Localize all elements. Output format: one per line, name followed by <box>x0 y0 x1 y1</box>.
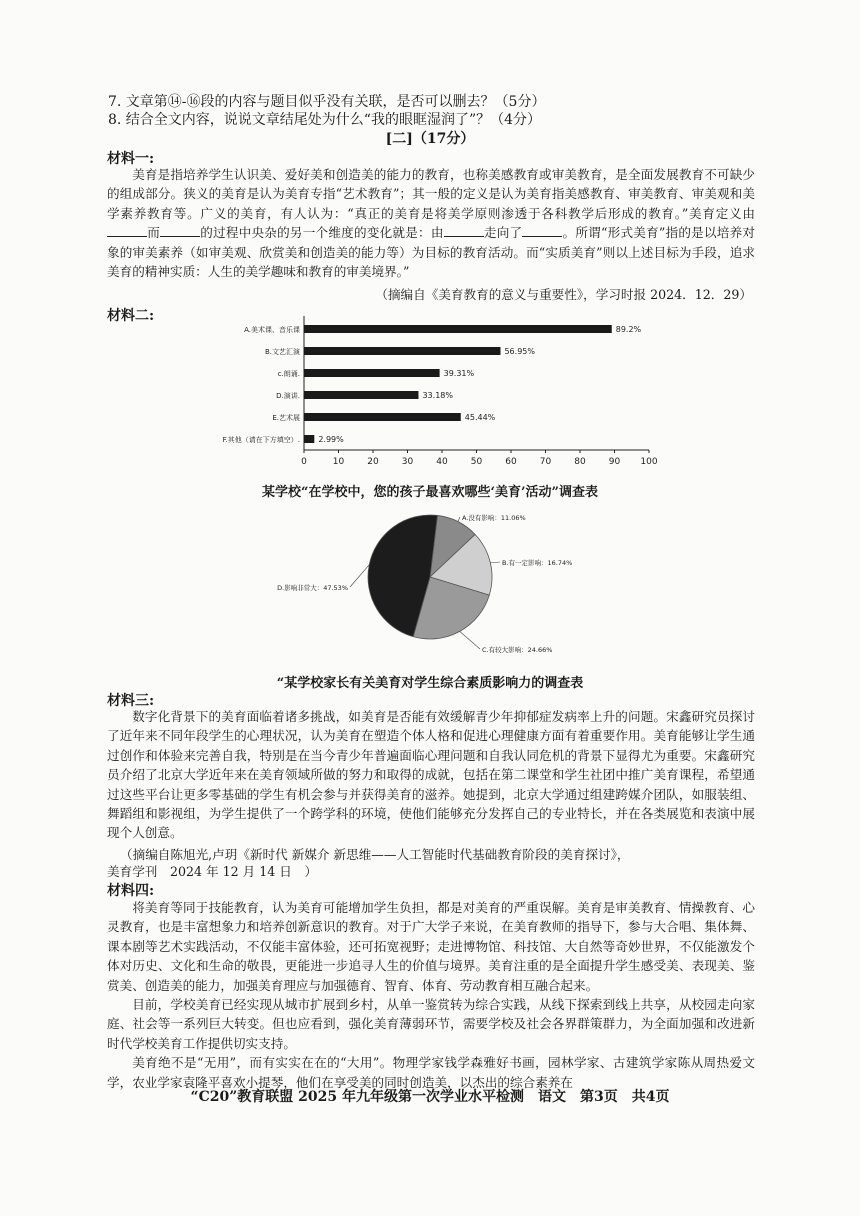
material4-text <box>107 898 755 1092</box>
pie-leader-line <box>458 517 460 522</box>
question-8: 8. 结合全文内容，说说文章结尾处为什么“我的眼眶湿润了”？（4分） <box>108 112 542 128</box>
material3-label: 材料三: <box>107 693 155 709</box>
bar-value-label: 33.18% <box>422 391 453 400</box>
bar-category-label: c.朗诵. <box>277 370 300 378</box>
x-tick-label: 30 <box>401 457 414 467</box>
answer-blank-4[interactable] <box>522 236 562 237</box>
answer-blank-2[interactable] <box>160 236 200 237</box>
material4-paragraph-2: 目前，学校美育已经实现从城市扩展到乡村，从单一鉴赏转为综合实践，从线下探索到线上共享，从校园走向家庭、社会等一系列巨大转变。但也应看到，强化美育薄弱环节，需要学校及社会各界群策群力，为全面加强和改进新时代学校美育工作提供切实支持。 <box>107 997 755 1051</box>
pie-slice-label: D.影响非常大：47.53% <box>277 584 348 592</box>
bar <box>304 391 418 399</box>
bar-category-label: E.艺术展 <box>272 414 300 422</box>
pie-slice-label: B.有一定影响：16.74% <box>502 559 573 567</box>
pie-slice-label: A.没有影响：11.06% <box>462 514 526 522</box>
material1-text: 美育是指培养学生认识美、爱好美和创造美的能力的教育，也称美感教育或审美教育，是全面发展教育不可缺少的组成部分。狭义的美育是认为美育专指“艺术教育”；其一般的定义是认为美育指美感教育、审美教育、审美观和美学素养教育等。广义的美育，有人认为：“真正的美育是将美学原则渗透于各科教学后形成的教育。”美育定义由而 的过程中央杂的另一个维度的变化就是：由 走向了 。所谓“形式美育”指的是以培养对象的审美素养（如审美观、欣赏美和创造美的能力等）为目标的教育活动。而“实质美育”则以上述目标为手段，追求美育的精神实质：人生的美学趣味和教育的审美境界。” <box>107 167 755 280</box>
bar-value-label: 45.44% <box>464 413 496 422</box>
x-tick-label: 70 <box>539 457 552 467</box>
material2-label: 材料二: <box>107 308 155 324</box>
material1-label: 材料一: <box>107 151 155 167</box>
bar-chart-caption: 某学校“在学校中，您的孩子最喜欢哪些‘美育’活动”调查表 <box>261 485 598 500</box>
bar-category-label: D.演讲. <box>276 392 300 400</box>
x-tick-label: 50 <box>470 457 483 467</box>
x-tick-label: 10 <box>332 457 345 467</box>
page-footer: “C20”教育联盟 2025 年九年级第一次学业水平检测 语文 第3页 共4页 <box>190 1089 670 1105</box>
x-tick-label: 20 <box>367 457 379 467</box>
bar-category-label: F.其他（请在下方填空）. <box>222 436 300 444</box>
x-tick-label: 90 <box>608 457 621 467</box>
bar-category-label: A.美术课、音乐课 <box>244 326 300 334</box>
bar-value-label: 89.2% <box>615 325 642 334</box>
influence-pie-chart <box>250 505 610 655</box>
pie-leader-line <box>350 565 369 587</box>
activity-bar-chart <box>190 312 670 472</box>
pie-leader-line <box>490 562 500 563</box>
x-tick-label: 80 <box>574 457 586 467</box>
material3-source-line1: （摘编自陈旭光,卢玥《新时代 新媒介 新思维——人工智能时代基础教育阶段的美育探讨》， <box>120 847 630 862</box>
x-tick-label: 40 <box>436 457 448 467</box>
material4-paragraph-1: 将美育等同于技能教育，认为美育可能增加学生负担，都是对美育的严重误解。美育是审美教育、情操教育、心灵教育，也是丰富想象力和培养创新意识的教育。对于广大学子来说，在美育教师的指导下，参与大合唱、集体舞、课本剧等艺术实践活动，不仅能丰富体验，还可拓宽视野；走进博物馆、科技馆、大自然等奇妙世界，不仅能激发个体对历史、文化和生命的敬畏，更能进一步追寻人生的价值与境界。美育注重的是全面提升学生感受美、表现美、鉴赏美、创造美的能力，加强美育理应与加强德育、智育、体育、劳动教育相互融合起来。 <box>107 900 755 993</box>
question-7: 7. 文章第⑭-⑯段的内容与题目似乎没有关联，是否可以删去？（5分） <box>108 94 546 110</box>
material3-text: 数字化背景下的美育面临着诸多挑战，如美育是否能有效缓解青少年抑郁症发病率上升的问题。宋鑫研究员探讨了近年来不同年段学生的心理状况，认为美育在塑造个体人格和促进心理健康方面有着重要作用。美育能够让学生通过创作和体验来完善自我，特别是在当今青少年普遍面临心理问题和自我认同危机的背景下显得尤为重要。宋鑫研究员介绍了北京大学近年来在美育领域所做的努力和取得的成就，包括在第二课堂和学生社团中推广美育课程，希望通过这些平台让更多零基础的学生有机会参与并获得美育的滋养。她提到，北京大学通过组建跨媒介团队，如服装组、舞蹈组和影视组，为学生提供了一个跨学科的环境，使他们能够充分发挥自己的专业特长，并在各类展览和表演中展现个人创意。 <box>107 709 755 841</box>
answer-blank-1[interactable] <box>107 236 147 237</box>
x-tick-label: 100 <box>640 457 658 467</box>
bar <box>304 347 500 355</box>
bar <box>304 369 440 377</box>
material3-source-line2: 美育学刊 2024 年 12 月 14 日 ） <box>107 864 318 879</box>
pie-slice-label: C.有较大影响：24.66% <box>482 646 553 654</box>
pie-leader-line <box>460 631 480 649</box>
bar-value-label: 56.95% <box>504 347 535 356</box>
material4-paragraph-3: 美育绝不是“无用”，而有实实在在的“大用”。物理学家钱学森雅好书画，园林学家、古建筑学家陈从周热爱文学，农业学家袁隆平喜欢小提琴，他们在享受美的同时创造美，以杰出的综合素养在 <box>107 1055 755 1090</box>
pie-chart-caption: “某学校家长有关美育对学生综合素质影响力的调查表 <box>276 676 584 691</box>
bar <box>304 325 612 333</box>
section-title: [二]（17分） <box>385 131 475 147</box>
x-tick-label: 0 <box>301 457 307 467</box>
bar-value-label: 2.99% <box>318 435 344 444</box>
answer-blank-3[interactable] <box>444 236 484 237</box>
bar-category-label: B.文艺汇演 <box>264 348 300 356</box>
bar <box>304 413 461 421</box>
bar-value-label: 39.31% <box>443 369 475 378</box>
bar <box>304 435 314 443</box>
x-tick-label: 60 <box>505 457 517 467</box>
material1-source: （摘编自《美育教育的意义与重要性》，学习时报 2024．12．29） <box>375 287 752 302</box>
material4-label: 材料四: <box>107 883 155 899</box>
